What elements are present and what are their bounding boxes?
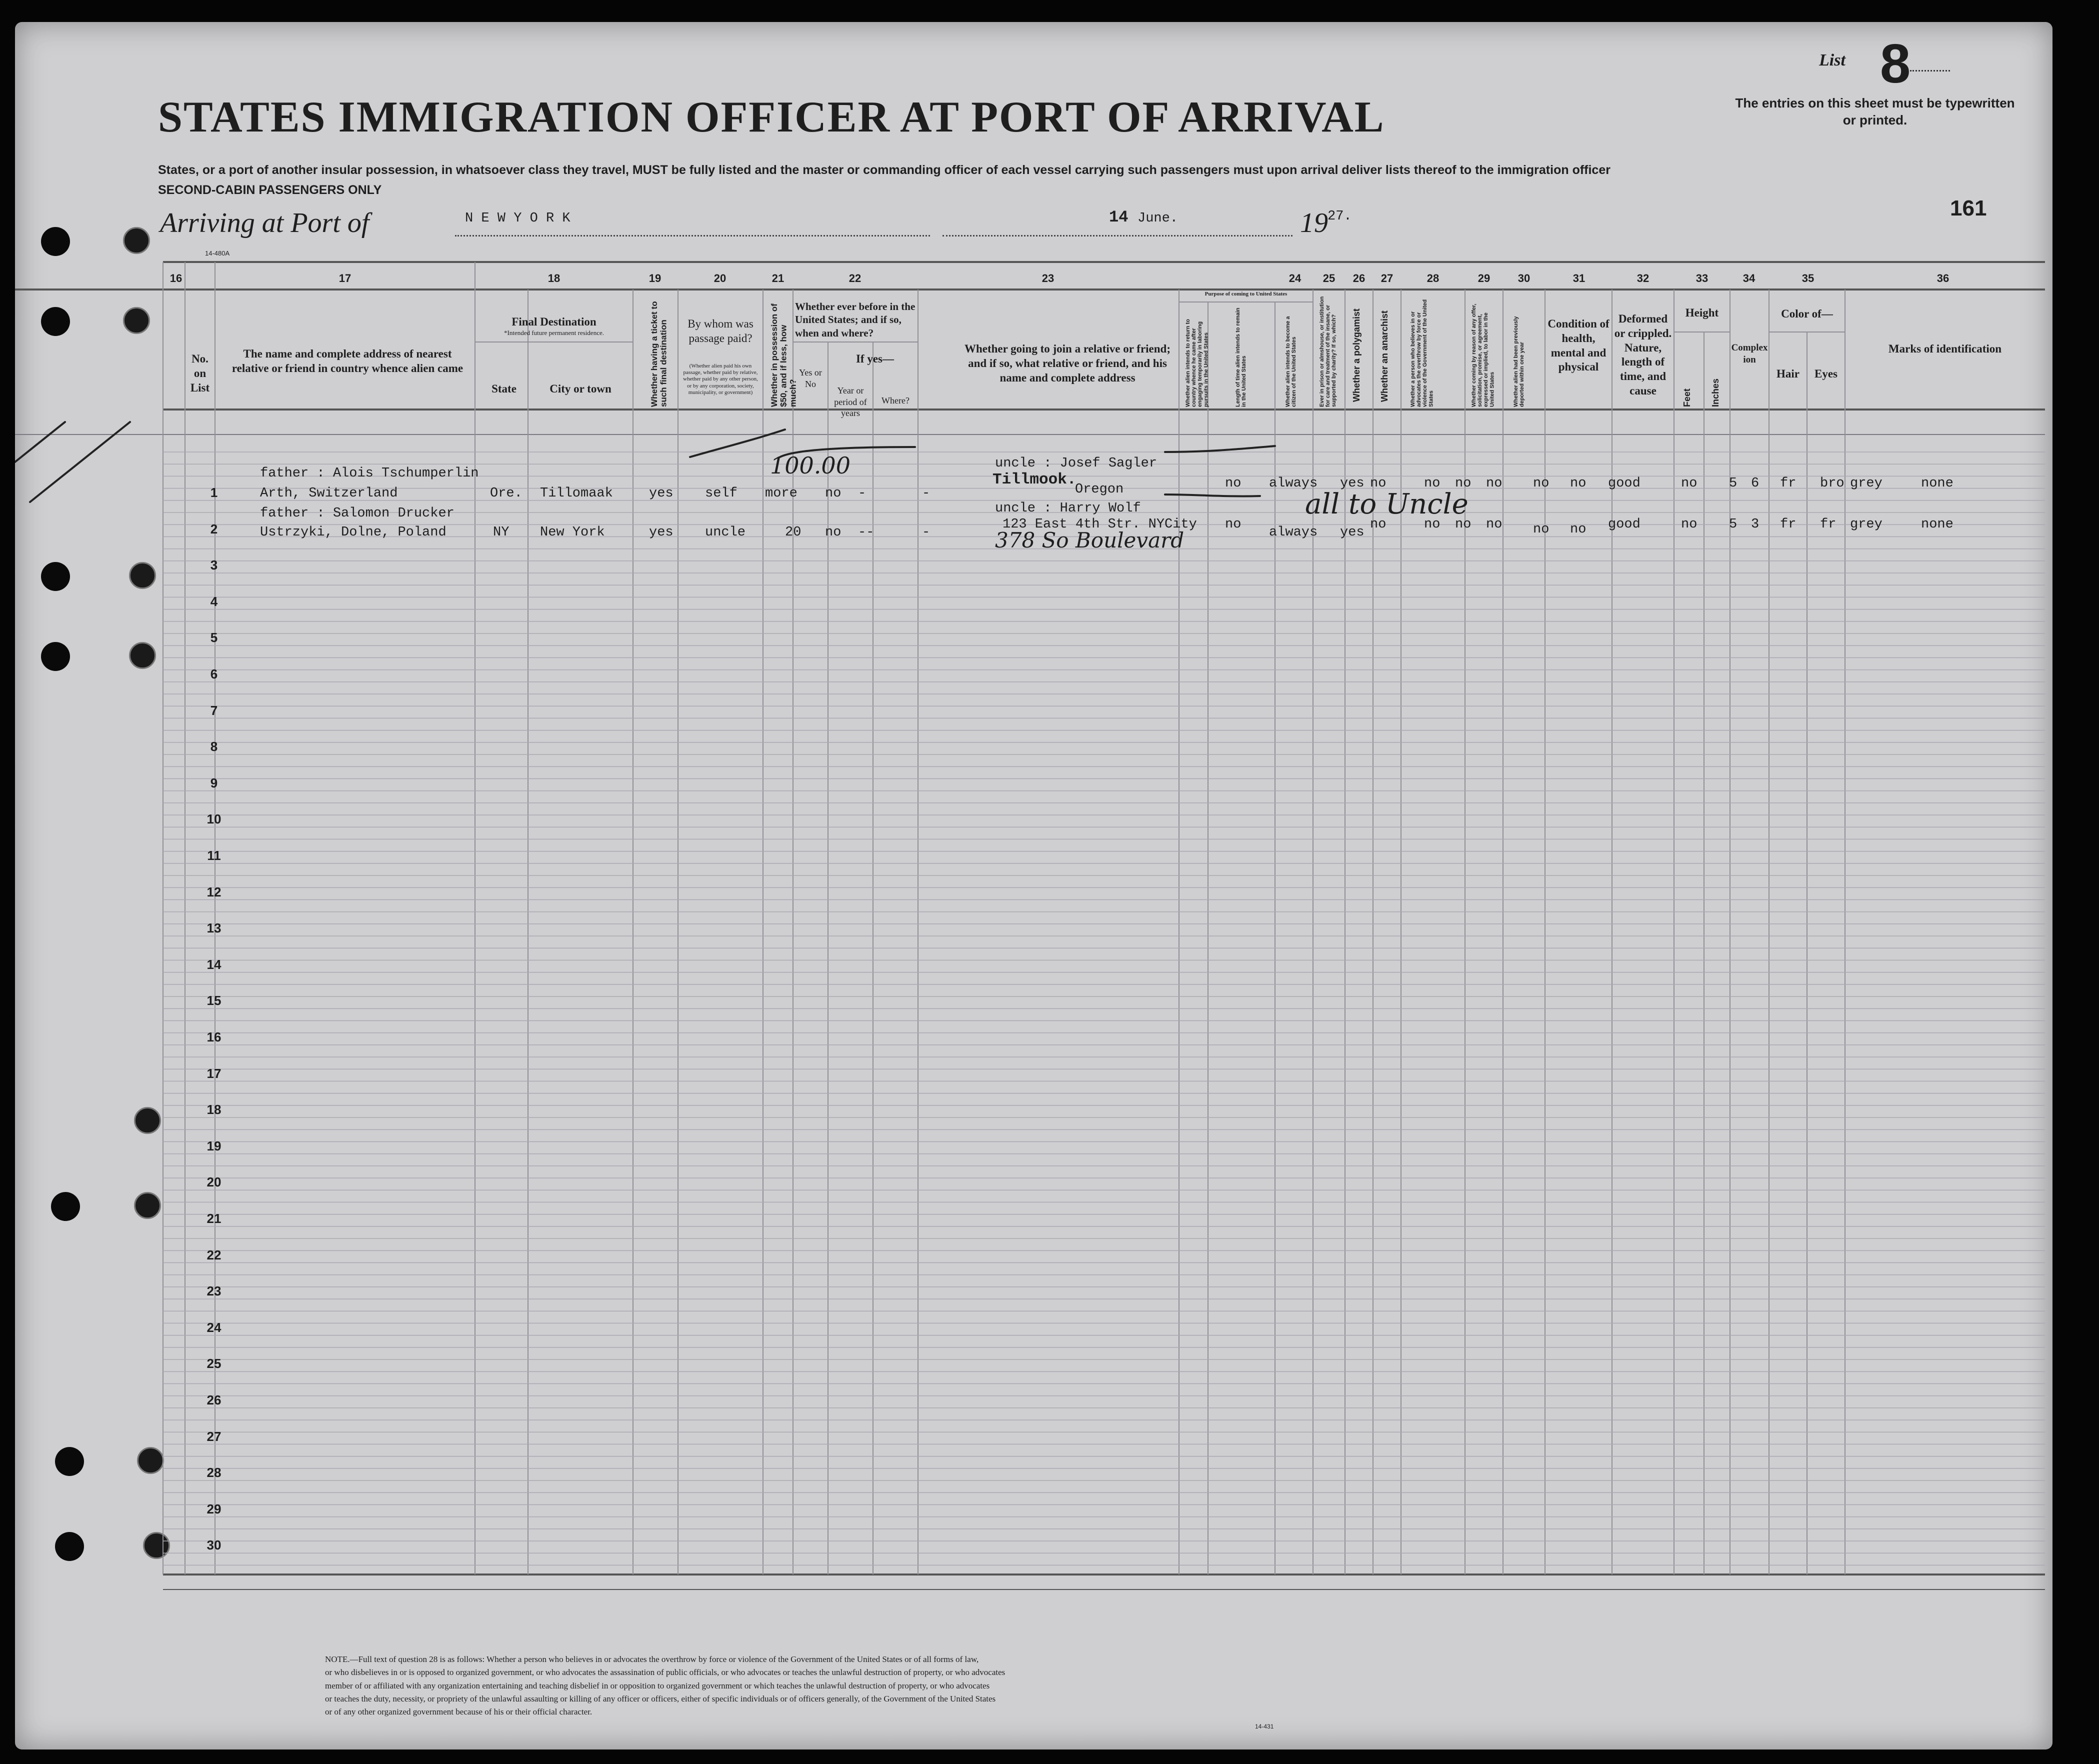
row-number: 25 (206, 1356, 222, 1372)
header-col22-yesno: Yes or No (799, 368, 822, 389)
row1-offer: no (1533, 476, 1550, 491)
row2-feet: 5 (1729, 517, 1738, 532)
footer-note (325, 1653, 1320, 1719)
row2-join-line2: 123 East 4th Str. NYCity (1002, 517, 1197, 532)
row1-deported: no (1570, 476, 1586, 491)
row1-state: Ore. (490, 486, 522, 501)
footer-note-line: or teaches the duty, necessity, or propriety of the unlawful assaulting or killing of any officer or officers, either of specific individuals or of officers generally, of the Government of the United States (325, 1694, 996, 1704)
manifest-sheet (15, 22, 2052, 1750)
row-number: 18 (206, 1102, 222, 1118)
row1-before: no (825, 486, 842, 501)
row2-relative-line1: father : Salomon Drucker (260, 506, 454, 521)
row-number: 23 (206, 1284, 222, 1299)
row2-city: New York (540, 525, 605, 540)
row-number: 4 (210, 594, 218, 609)
column-number: 18 (548, 272, 560, 284)
row2-before: no (825, 525, 842, 540)
header-city: City or town (550, 382, 612, 395)
row1-health: good (1608, 476, 1640, 491)
row2-paid-by: uncle (705, 525, 746, 540)
row-number: 10 (206, 812, 222, 827)
header-col25: Ever in prison or almshouse, or institution for care and treatment of the insane, or supported by charity? If so, which? (1319, 296, 1338, 407)
row-number: 24 (206, 1320, 222, 1335)
row1-return: no (1225, 476, 1242, 491)
row2-offer: no (1533, 522, 1550, 537)
row1-money: more (765, 486, 798, 501)
column-number: 33 (1696, 272, 1708, 284)
row1-paid-by: self (705, 486, 738, 501)
header-final-destination: Final Destination (512, 316, 596, 328)
header-col27: Whether an anarchist (1380, 310, 1390, 402)
row2-health: good (1608, 517, 1640, 532)
row1-marks: none (1921, 476, 1954, 491)
header-eyes: Eyes (1814, 368, 1838, 380)
row-number: 1 (210, 485, 218, 500)
row2-eyes: grey (1850, 517, 1882, 532)
row2-deported: no (1570, 522, 1586, 537)
header-col22-ifyes: If yes— (856, 352, 894, 365)
row2-deformed: no (1681, 517, 1698, 532)
header-marks: Marks of identification (1888, 342, 2002, 355)
row1-inches: 6 (1751, 476, 1760, 491)
row2-complexion: fr (1780, 517, 1796, 532)
column-number: 29 (1478, 272, 1490, 284)
header-complexion: Complexion (1731, 342, 1768, 365)
row-number: 20 (206, 1174, 222, 1190)
footer-note-line: or who disbelieves in or is opposed to organized government, or who advocates the assassination of public officials, or who advocates or teaches the unlawful destruction of property, or who advocates (325, 1668, 1006, 1678)
row1-complexion: fr (1780, 476, 1796, 491)
row1-length: always (1269, 476, 1318, 491)
header-col24: Purpose of coming to United States (1204, 291, 1288, 297)
form-code: 14-480A (205, 250, 230, 257)
header-col31: Condition of health, mental and physical (1548, 318, 1610, 374)
row-number: 30 (206, 1538, 222, 1553)
header-col32: Deformed or crippled. Nature, length of time, and cause (1614, 312, 1672, 397)
header-final-destination-note: *Intended future permanent residence. (504, 329, 604, 336)
header-color-of: Color of— (1781, 308, 1833, 320)
header-col19: Whether having a ticket to such final destination (650, 301, 668, 407)
row1-relative-line1: father : Alois Tschumperlin (260, 466, 479, 481)
row-number: 11 (207, 848, 221, 863)
row1-polygamist: no (1424, 476, 1440, 491)
column-number: 16 (170, 272, 182, 284)
row1-join-line1: uncle : Josef Sagler (995, 456, 1158, 471)
header-col24a: Whether alien intends to return to country whence he came after engaging temporarily in laboring pursuits in the United States (1185, 318, 1210, 407)
row2-money: 20 (785, 525, 802, 540)
header-col29: Whether coming by reason of any offer, solicitation, promise, or agreement, expressed or implied, to labor in the United States (1471, 304, 1496, 407)
row-number: 12 (206, 884, 222, 900)
row2-relative-line2: Ustrzyki, Dolne, Poland (260, 525, 446, 540)
column-number: 28 (1426, 272, 1440, 284)
list-label: List (1819, 51, 1846, 70)
page-title: STATES IMMIGRATION OFFICER AT PORT OF ARRIVAL (158, 93, 1385, 142)
subtitle-line-1: States, or a port of another insular possession, in whatsoever class they travel, MUST be fully listed and the master or commanding officer of each vessel carrying such passengers must upon arrival deliver lists thereof to the immigration officer (158, 163, 1610, 177)
row2-polygamist: no (1424, 517, 1440, 532)
footer-note-line: NOTE.—Full text of question 28 is as follows: Whether a person who believes in or advocates the overthrow by force or violence of the Government of the United States or of all forms of law, (325, 1654, 979, 1664)
date-day: 14 (1109, 208, 1128, 226)
header-col22: Whether ever before in the United States; and if so, when and where? (795, 300, 916, 339)
header-col20-note: (Whether alien paid his own passage, whether paid by relative, whether paid by any other person, or by any corporation, society, municipality, or government) (683, 363, 758, 396)
row-number: 13 (206, 920, 222, 936)
header-col17: The name and complete address of nearest relative or friend in country whence alien came (232, 348, 464, 374)
row1-deformed: no (1681, 476, 1698, 491)
column-number: 20 (714, 272, 726, 284)
header-col20: By whom was passage paid? (688, 318, 754, 344)
row-number: 9 (210, 775, 218, 790)
header-feet: Feet (1682, 388, 1692, 407)
row-number: 21 (206, 1211, 222, 1226)
header-col26: Whether a polygamist (1352, 308, 1362, 402)
row-number: 7 (210, 702, 218, 718)
row1-hair: bro (1820, 476, 1844, 491)
row-number: 22 (206, 1247, 222, 1262)
row1-join-line3: Oregon (1075, 482, 1124, 497)
entries-note: The entries on this sheet must be typewritten or printed. (1735, 96, 2015, 128)
row1-where: - (922, 486, 930, 501)
header-col23: Whether going to join a relative or friend; and if so, what relative or friend, and his name and complete address (964, 342, 1171, 384)
row-number: 3 (210, 558, 218, 573)
year-suffix: 27. (1328, 209, 1352, 224)
row-number: 15 (206, 993, 222, 1008)
row2-citizen: yes (1340, 525, 1364, 540)
column-number: 23 (1042, 272, 1054, 284)
row2-prison: no (1370, 517, 1386, 532)
header-height: Height (1685, 306, 1719, 319)
footer-note-line: member of or affiliated with any organization entertaining and teaching disbelief in or opposition to organized government or which teaches the unlawful destruction of property, or who advocates (325, 1680, 990, 1690)
row-number: 5 (210, 630, 218, 646)
column-number: 17 (338, 272, 352, 284)
row2-length: always (1269, 525, 1318, 540)
row-number: 28 (206, 1465, 222, 1480)
row-number: 2 (210, 521, 218, 536)
header-col21: Whether in possession of $50, and if less, how much? (770, 304, 798, 407)
column-number: 35 (1802, 272, 1814, 284)
row2-year: -- (858, 525, 874, 540)
row1-citizen: yes (1340, 476, 1364, 491)
arriving-label: Arriving at Port of (160, 208, 370, 238)
header-col22-year: Year or period of years (834, 386, 867, 418)
date-month: June. (1138, 211, 1178, 226)
row2-hair: fr (1820, 517, 1836, 532)
list-number: 8 (1880, 33, 1911, 94)
subtitle-line-2: SECOND-CABIN PASSENGERS ONLY (158, 183, 382, 197)
row2-overthrow: no (1486, 517, 1502, 532)
row1-feet: 5 (1729, 476, 1738, 491)
column-number: 36 (1936, 272, 1950, 284)
row1-join-line2: Tillmook. (992, 471, 1076, 488)
column-number: 25 (1322, 272, 1336, 284)
row-number: 26 (206, 1392, 222, 1408)
header-col30: Whether alien had been previously deported within one year (1513, 316, 1526, 407)
port-value: N E W Y O R K (465, 211, 570, 226)
header-col28: Whether a person who believes in or advocates the overthrow by force or violence of the Government of the United States (1410, 299, 1434, 407)
row2-join-line1: uncle : Harry Wolf (995, 501, 1141, 516)
column-number: 19 (648, 272, 662, 284)
row-number: 27 (206, 1428, 222, 1444)
header-col24c: Whether alien intends to become a citizen of the United States (1285, 316, 1298, 407)
column-number: 26 (1352, 272, 1366, 284)
row2-anarchist: no (1455, 517, 1472, 532)
row2-where: - (922, 525, 930, 540)
row1-prison: no (1370, 476, 1386, 491)
row-number: 8 (210, 739, 218, 754)
row2-inches: 3 (1751, 517, 1760, 532)
row-number: 14 (206, 956, 222, 972)
row-number: 29 (206, 1501, 222, 1516)
row1-anarchist: no (1455, 476, 1472, 491)
row2-join-handwritten: 378 So Boulevard (995, 528, 1184, 552)
row-number: 19 (206, 1138, 222, 1154)
year-prefix: 19 (1300, 208, 1328, 238)
header-state: State (492, 382, 516, 395)
row1-city: Tillomaak (540, 486, 613, 501)
row2-ticket: yes (649, 525, 674, 540)
header-col22-where: Where? (882, 396, 910, 406)
header-inches: Inches (1710, 378, 1720, 407)
column-number: 31 (1572, 272, 1586, 284)
row2-handwritten-annotation: all to Uncle (1305, 488, 1468, 520)
page-number: 161 (1950, 196, 1987, 220)
column-number: 24 (1288, 272, 1302, 284)
column-number: 21 (772, 272, 784, 284)
footer-form-code: 14-431 (1255, 1723, 1274, 1730)
footer-note-line: or of any other organized government because of his or their official character. (325, 1707, 592, 1717)
row1-ticket: yes (649, 486, 674, 501)
row1-overthrow: no (1486, 476, 1502, 491)
column-number: 32 (1636, 272, 1650, 284)
column-number: 30 (1518, 272, 1530, 284)
header-col24b: Length of time alien intends to remain in the United States (1235, 308, 1248, 407)
column-number: 34 (1742, 272, 1756, 284)
row-number: 6 (210, 666, 218, 682)
row1-eyes: grey (1850, 476, 1882, 491)
row1-relative-line2: Arth, Switzerland (260, 486, 398, 501)
row1-year: - (858, 486, 866, 501)
column-number: 22 (848, 272, 862, 284)
row2-return: no (1225, 517, 1242, 532)
row2-state: NY (493, 525, 510, 540)
column-number: 27 (1380, 272, 1394, 284)
row-number: 17 (206, 1066, 222, 1081)
row1-money-handwritten: 100.00 (770, 452, 850, 479)
row-number: 16 (206, 1030, 222, 1044)
row2-marks: none (1921, 517, 1954, 532)
header-no-on-list: No. on List (190, 352, 210, 394)
header-hair: Hair (1776, 368, 1800, 380)
